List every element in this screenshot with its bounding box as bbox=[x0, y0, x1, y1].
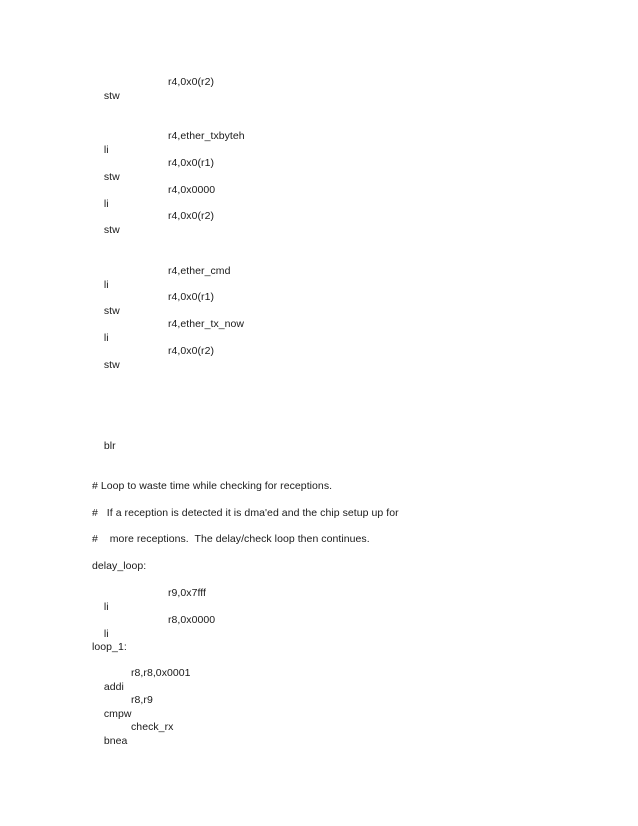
opcode: blr bbox=[103, 440, 116, 452]
code-line bbox=[92, 344, 215, 400]
opcode: li bbox=[103, 332, 109, 344]
opcode: li bbox=[103, 279, 109, 291]
comment-line: # If a reception is detected it is dma'ed and the chip setup up for bbox=[92, 507, 399, 519]
operands: r4,0x0(r2) bbox=[168, 345, 215, 357]
operands: r8,r9 bbox=[131, 694, 153, 706]
operands: r4,0x0(r2) bbox=[168, 210, 215, 222]
operands: r8,0x0000 bbox=[168, 614, 216, 626]
opcode: li bbox=[103, 601, 109, 613]
opcode: stw bbox=[103, 90, 120, 102]
code-line bbox=[92, 425, 116, 467]
opcode: li bbox=[103, 628, 109, 640]
opcode: addi bbox=[103, 681, 124, 693]
comment-line: # more receptions. The delay/check loop then continues. bbox=[92, 533, 370, 545]
operands: r9,0x7fff bbox=[168, 587, 207, 599]
operands: r4,0x0(r1) bbox=[168, 291, 215, 303]
opcode: stw bbox=[103, 359, 120, 371]
operands: r4,ether_txbyteh bbox=[168, 130, 245, 142]
operands: r4,ether_tx_now bbox=[168, 318, 245, 330]
label-line: delay_loop: bbox=[92, 560, 147, 572]
code-line bbox=[92, 720, 174, 776]
opcode: cmpw bbox=[103, 708, 132, 720]
operands: r4,0x0(r1) bbox=[168, 157, 215, 169]
operands: r4,0x0(r2) bbox=[168, 76, 215, 88]
code-line bbox=[92, 75, 215, 131]
opcode: stw bbox=[103, 171, 120, 183]
opcode: stw bbox=[103, 224, 120, 236]
operands: r8,r8,0x0001 bbox=[131, 667, 191, 679]
opcode: bnea bbox=[103, 735, 128, 747]
opcode: stw bbox=[103, 305, 120, 317]
opcode: li bbox=[103, 198, 109, 210]
opcode: li bbox=[103, 144, 109, 156]
operands: check_rx bbox=[131, 721, 174, 733]
comment-line: # Loop to waste time while checking for receptions. bbox=[92, 480, 333, 492]
label-line: loop_1: bbox=[92, 641, 127, 653]
operands: r4,ether_cmd bbox=[168, 265, 231, 277]
code-line bbox=[92, 209, 215, 265]
operands: r4,0x0000 bbox=[168, 184, 216, 196]
